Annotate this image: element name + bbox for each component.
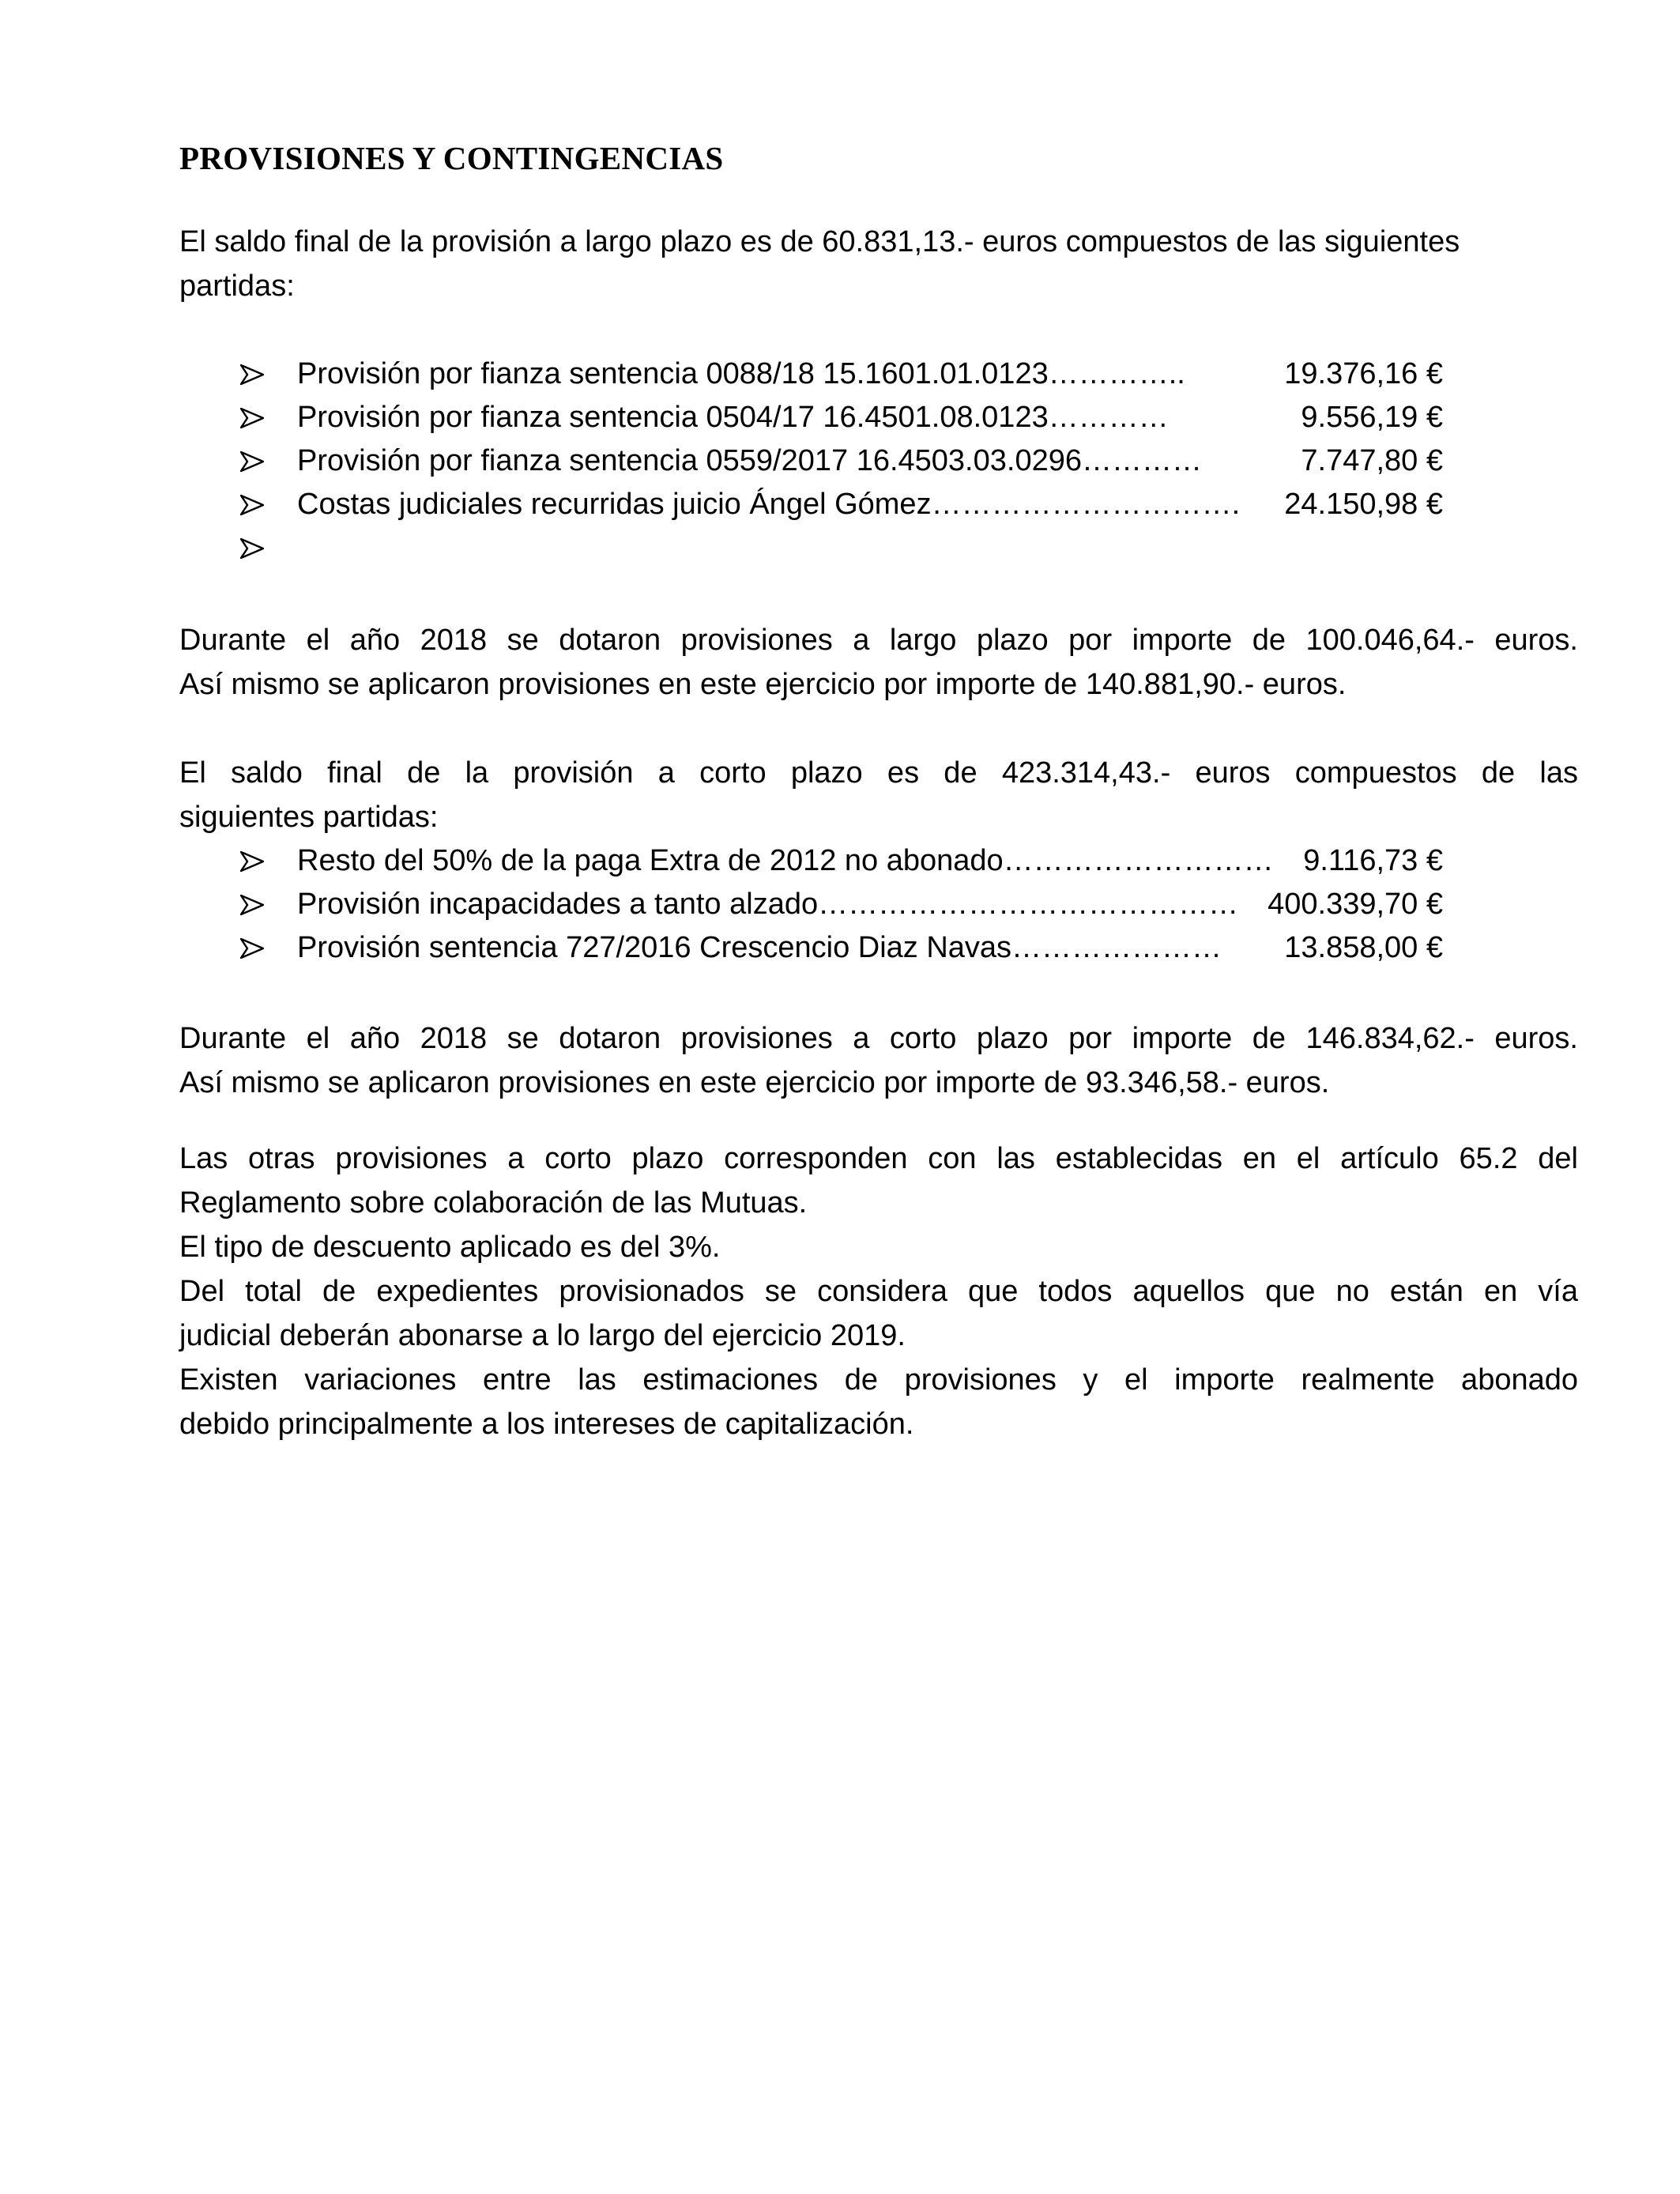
notes-line: Las otras provisiones a corto plazo corresponden con las establecidas en el artículo 65.2 del [179, 1142, 1578, 1175]
notes-line: judicial deberán abonarse a lo largo del ejercicio 2019. [179, 1319, 906, 1352]
short-term-items [240, 839, 1443, 970]
long-term-items [240, 352, 1443, 570]
item-description: Costas judiciales recurridas juicio Ángel Gómez…………………………. [297, 488, 1241, 521]
item-amount: 9.556,19 € [1301, 401, 1443, 434]
item-amount: 24.150,98 € [1284, 488, 1443, 521]
item-description: Provisión incapacidades a tanto alzado…………………………………… [297, 888, 1239, 921]
item-amount: 7.747,80 € [1301, 444, 1443, 477]
item-description: Resto del 50% de la paga Extra de 2012 no abonado……………………… [297, 844, 1274, 877]
item-description: Provisión por fianza sentencia 0088/18 15.1601.01.0123………….. [297, 357, 1185, 390]
list-item [240, 526, 1443, 570]
long-term-intro-line: partidas: [179, 270, 295, 303]
summary-line: Durante el año 2018 se dotaron provisiones a corto plazo por importe de 146.834,62.- euros. [179, 1022, 1578, 1055]
item-description: Provisión por fianza sentencia 0504/17 16.4501.08.0123………… [297, 401, 1169, 434]
arrow-bullet-icon [240, 851, 264, 872]
notes-line: El tipo de descuento aplicado es del 3%. [179, 1231, 721, 1264]
summary-line: Así mismo se aplicaron provisiones en este ejercicio por importe de 93.346,58.- euros. [179, 1066, 1330, 1099]
item-description: Provisión por fianza sentencia 0559/2017 16.4503.03.0296………… [297, 444, 1202, 477]
arrow-bullet-icon [240, 408, 264, 428]
summary-line: Así mismo se aplicaron provisiones en este ejercicio por importe de 140.881,90.- euros. [179, 668, 1347, 701]
list-item [240, 839, 1443, 883]
item-description: Provisión sentencia 727/2016 Crescencio Diaz Navas………………… [297, 931, 1222, 964]
list-item [240, 883, 1443, 926]
notes-line: Reglamento sobre colaboración de las Mutuas. [179, 1186, 808, 1220]
item-amount: 19.376,16 € [1284, 357, 1443, 390]
list-item [240, 396, 1443, 439]
list-item [240, 926, 1443, 970]
long-term-intro [179, 220, 1578, 308]
item-amount: 13.858,00 € [1284, 931, 1443, 964]
notes-paragraph [179, 1137, 1578, 1446]
arrow-bullet-icon [240, 538, 264, 559]
list-item [240, 439, 1443, 483]
short-term-intro-line: El saldo final de la provisión a corto plazo es de 423.314,43.- euros compuestos de las [179, 756, 1578, 790]
arrow-bullet-icon [240, 895, 264, 915]
arrow-bullet-icon [240, 938, 264, 959]
arrow-bullet-icon [240, 364, 264, 385]
list-item [240, 352, 1443, 396]
short-term-intro [179, 751, 1578, 839]
notes-line: Existen variaciones entre las estimaciones de provisiones y el importe realmente abonado [179, 1363, 1578, 1397]
section-title: PROVISIONES Y CONTINGENCIAS [179, 140, 724, 176]
item-amount: 400.339,70 € [1268, 888, 1443, 921]
item-amount: 9.116,73 € [1303, 844, 1443, 877]
notes-line: Del total de expedientes provisionados se considera que todos aquellos que no están en vía [179, 1275, 1578, 1308]
arrow-bullet-icon [240, 495, 264, 515]
summary-line: Durante el año 2018 se dotaron provisiones a largo plazo por importe de 100.046,64.- euros. [179, 624, 1578, 657]
short-term-intro-line: siguientes partidas: [179, 801, 439, 834]
short-term-summary [179, 1016, 1578, 1105]
list-item [240, 483, 1443, 526]
long-term-summary [179, 618, 1578, 707]
notes-line: debido principalmente a los intereses de capitalización. [179, 1408, 914, 1441]
arrow-bullet-icon [240, 451, 264, 472]
long-term-intro-line: El saldo final de la provisión a largo plazo es de 60.831,13.- euros compuestos de las siguientes [179, 225, 1460, 258]
